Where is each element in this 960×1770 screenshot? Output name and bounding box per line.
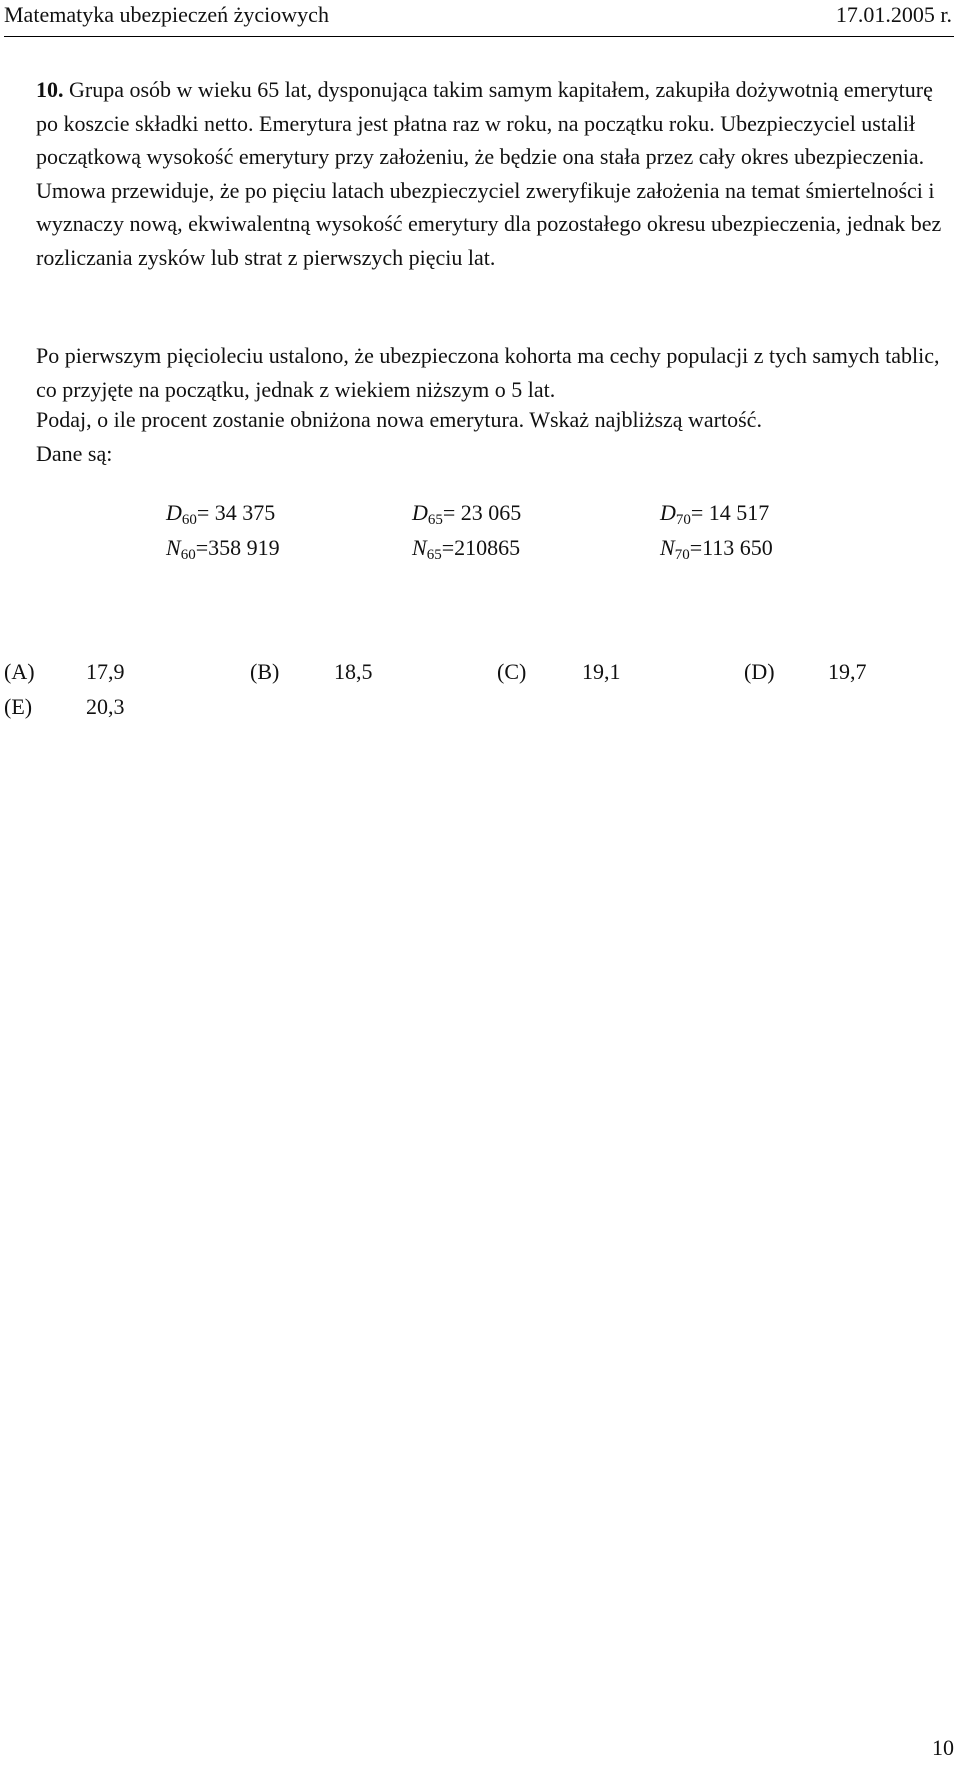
problem-paragraph-2: Po pierwszym pięcioleciu ustalono, że ubezpieczona kohorta ma cechy populacji z tych samych tablic, co przyjęte na początku, jednak z wiekiem niższym o 5 lat.: [36, 343, 940, 402]
given-d70: $D_{70}= 14$ 517: [660, 500, 770, 528]
option-d-value: 19,7: [828, 659, 867, 684]
given-label: Dane są:: [36, 440, 113, 466]
page-header: [4, 2, 954, 37]
option-c-label: (C): [497, 659, 527, 684]
option-c-value: 19,1: [582, 659, 621, 684]
option-a-label: (A): [4, 659, 35, 684]
option-e-label: (E): [4, 694, 33, 719]
given-n70: $N_{70}=113$ 650: [660, 535, 773, 563]
header-date: 17.01.2005 r.: [835, 2, 952, 27]
option-e-value: 20,3: [86, 694, 125, 719]
header-title: Matematyka ubezpieczeń życiowych: [4, 2, 329, 27]
problem-text-3: Podaj, o ile procent zostanie obniżona nowa emerytura. Wskaż najbliższą wartość.: [36, 407, 762, 432]
problem-paragraph-3: [36, 403, 954, 470]
option-b-value: 18,5: [334, 659, 373, 684]
problem-paragraph-1: [36, 73, 954, 274]
option-d-label: (D): [744, 659, 775, 684]
option-b-label: (B): [250, 659, 280, 684]
given-n65: $N_{65}=210865$: [412, 535, 521, 563]
given-d60: $D_{60}= 34$ 375: [166, 500, 276, 528]
problem-number: 10.: [36, 77, 64, 102]
page-number: 10: [932, 1735, 954, 1760]
given-d65: $D_{65}= 23$ 065: [412, 500, 522, 528]
problem-text-1: Grupa osób w wieku 65 lat, dysponująca takim samym kapitałem, zakupiła dożywotnią emeryturę po koszcie składki netto. Emerytura jest płatna raz w roku, na początku roku. Ubezpieczyciel ustalił początkową wysokość emerytury przy założeniu, że będzie ona stała przez cały okres ubezpieczenia. Umowa przewiduje, że po pięciu latach ubezpieczyciel zweryfikuje założenia na temat śmiertelności i wyznaczy nową, ekwiwalentną wysokość emerytury dla pozostałego okresu ubezpieczenia, jednak bez rozliczania zysków lub strat z pierwszych pięciu lat.: [36, 77, 942, 270]
option-a-value: 17,9: [86, 659, 125, 684]
given-n60: $N_{60}=358$ 919: [166, 535, 280, 563]
